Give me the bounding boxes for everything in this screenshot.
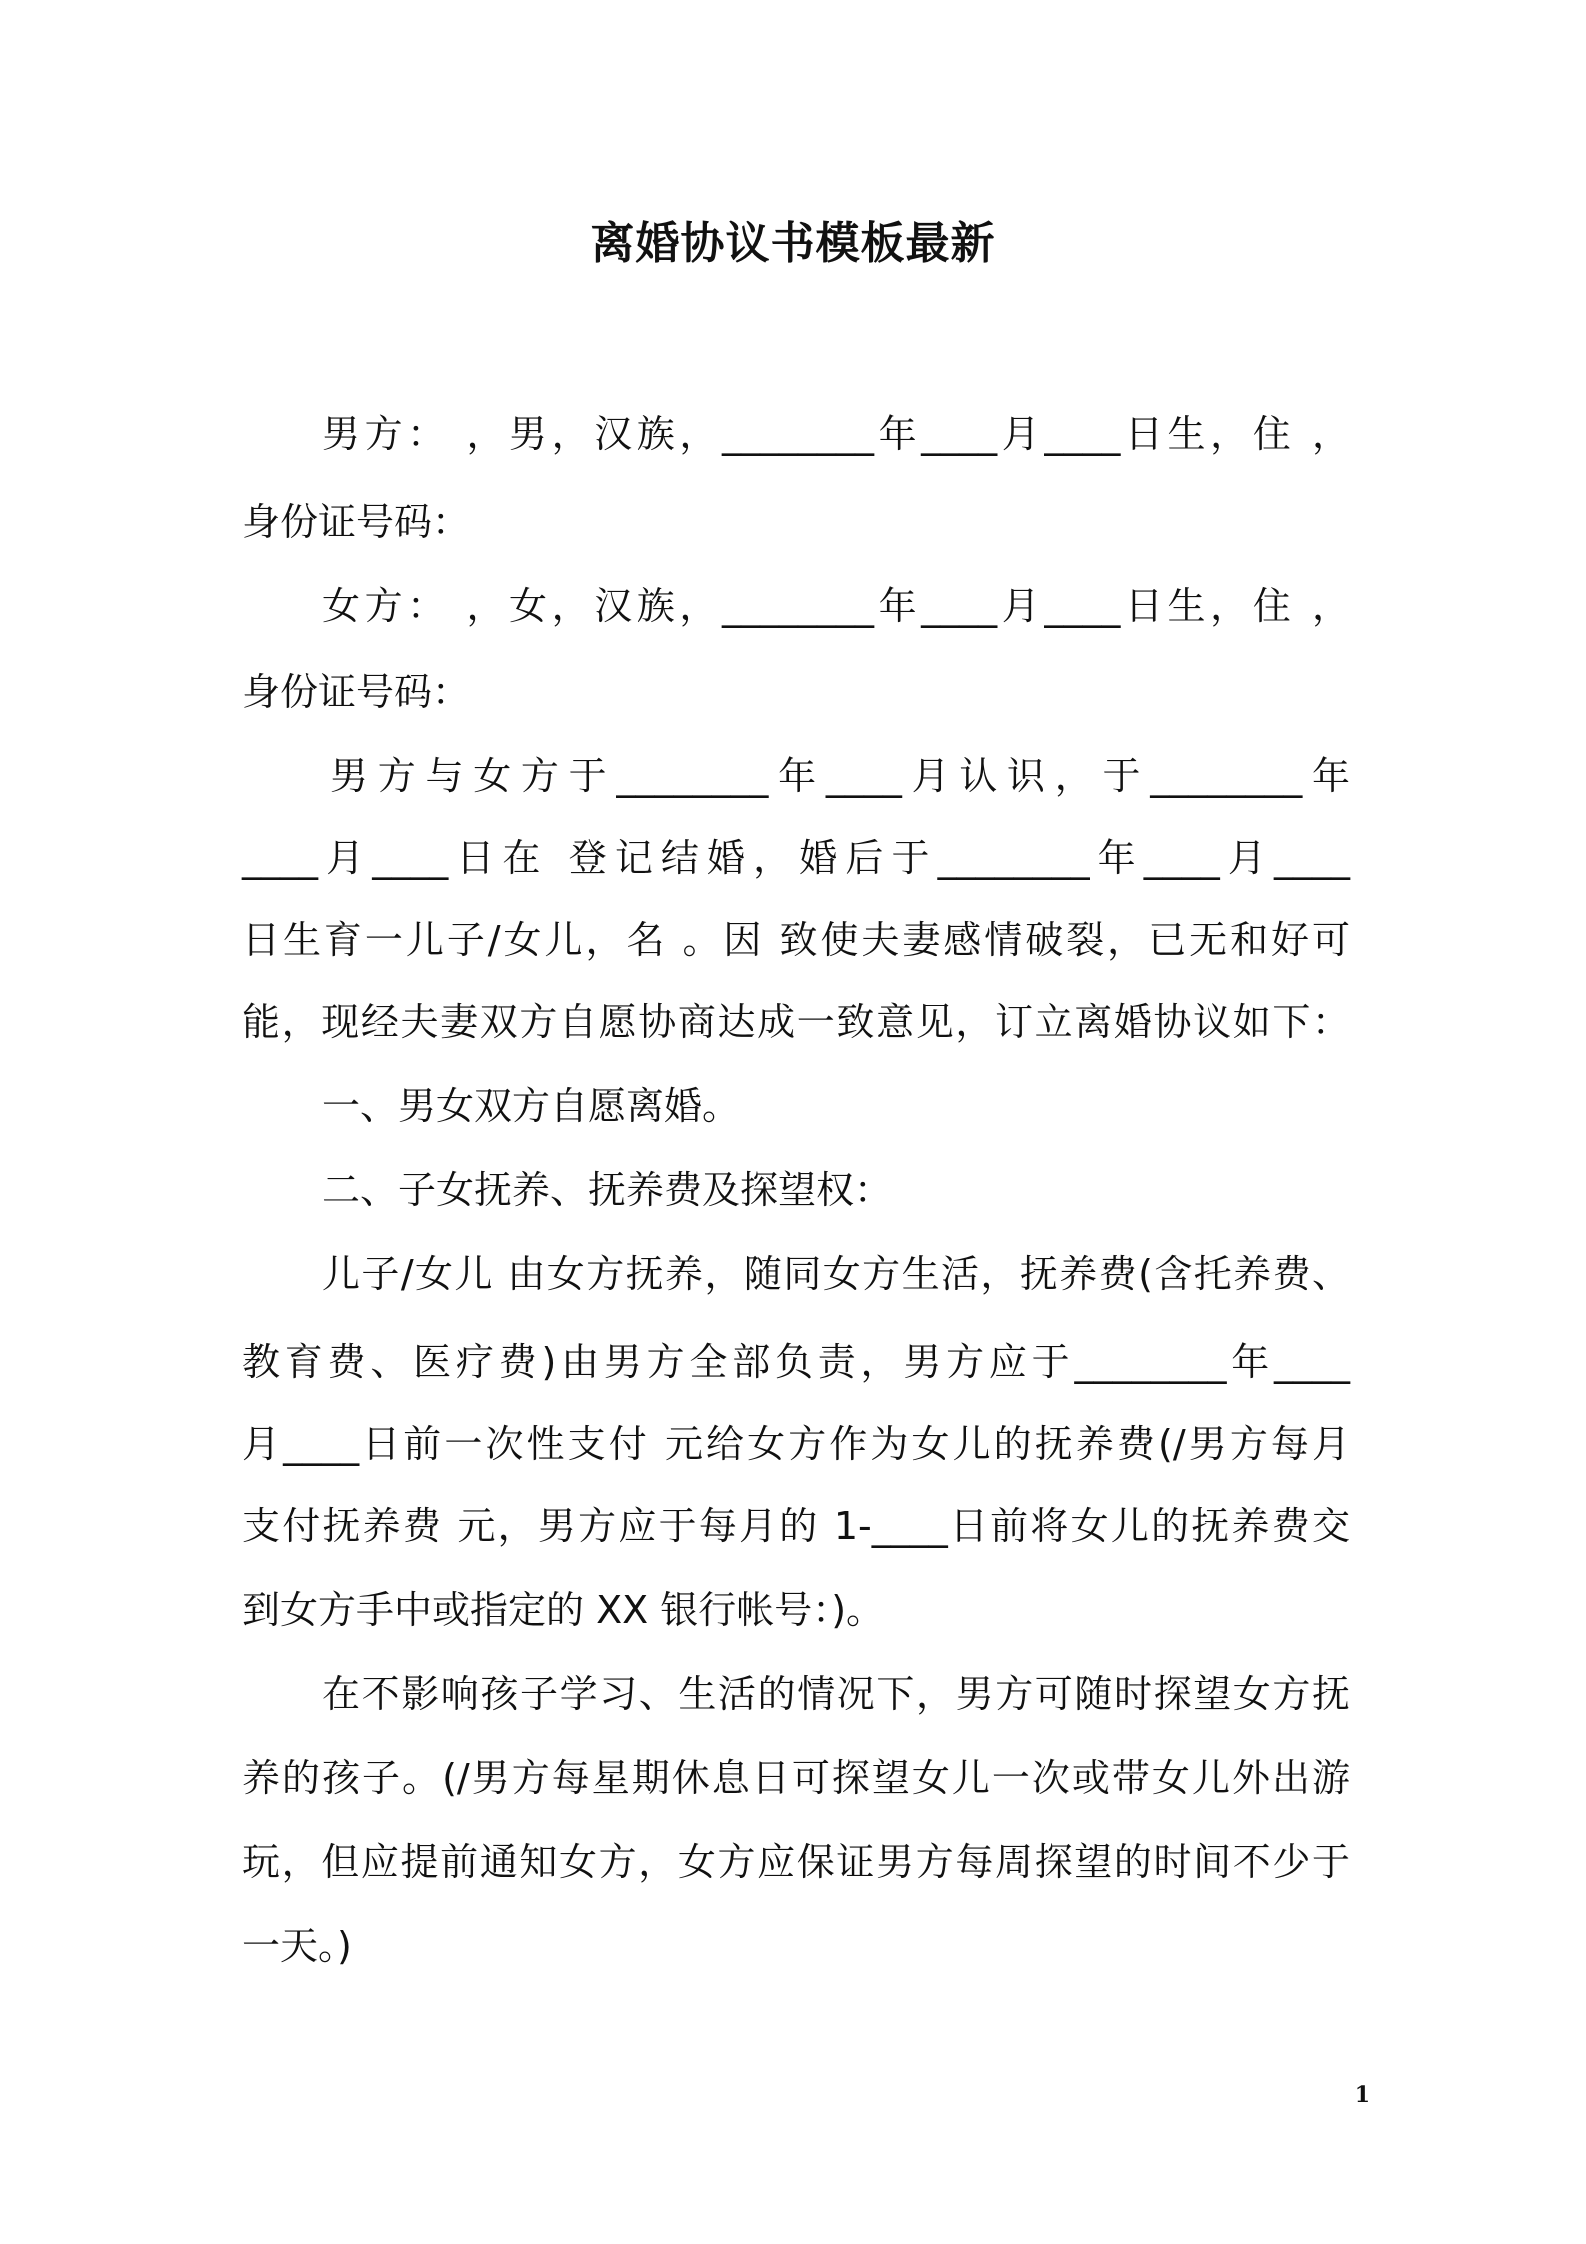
visitation-paragraph-line-2: 养的孩子。(/男方每星期休息日可探望女儿一次或带女儿外出游 — [242, 1756, 1350, 1800]
document-title: 离婚协议书模板最新 — [590, 218, 996, 269]
marriage-paragraph-line-1: 男方与女方于________年____月认识，于________年 — [330, 754, 1350, 798]
page-number: 1 — [1354, 2082, 1370, 2108]
wife-id-line: 身份证号码： — [242, 670, 471, 714]
custody-paragraph-line-1: 儿子/女儿 由女方抚养，随同女方生活，抚养费(含托养费、 — [322, 1252, 1350, 1296]
visitation-paragraph-line-3: 玩，但应提前通知女方，女方应保证男方每周探望的时间不少于 — [242, 1840, 1350, 1884]
visitation-paragraph-line-4: 一天。) — [242, 1924, 352, 1968]
visitation-paragraph-line-1: 在不影响孩子学习、生活的情况下，男方可随时探望女方抚 — [322, 1672, 1350, 1716]
marriage-paragraph-line-2: ____月____日在 登记结婚，婚后于________年____月____ — [242, 836, 1350, 880]
husband-id-line: 身份证号码： — [242, 500, 471, 544]
custody-paragraph-line-2: 教育费、医疗费)由男方全部负责，男方应于________年____ — [242, 1340, 1350, 1384]
custody-paragraph-line-3: 月____日前一次性支付 元给女方作为女儿的抚养费(/男方每月 — [242, 1422, 1350, 1466]
wife-info-line: 女方： ，女，汉族，________年____月____日生，住 ， — [322, 584, 1350, 628]
clause-one: 一、男女双方自愿离婚。 — [322, 1084, 741, 1128]
custody-paragraph-line-5: 到女方手中或指定的 XX 银行帐号：)。 — [242, 1588, 885, 1632]
marriage-paragraph-line-4: 能，现经夫妻双方自愿协商达成一致意见，订立离婚协议如下： — [242, 1000, 1350, 1044]
clause-two-heading: 二、子女抚养、抚养费及探望权： — [322, 1168, 893, 1212]
marriage-paragraph-line-3: 日生育一儿子/女儿，名 。因 致使夫妻感情破裂，已无和好可 — [242, 918, 1350, 962]
husband-info-line: 男方： ，男，汉族，________年____月____日生，住 ， — [322, 412, 1350, 456]
custody-paragraph-line-4: 支付抚养费 元，男方应于每月的 1-____日前将女儿的抚养费交 — [242, 1504, 1350, 1548]
